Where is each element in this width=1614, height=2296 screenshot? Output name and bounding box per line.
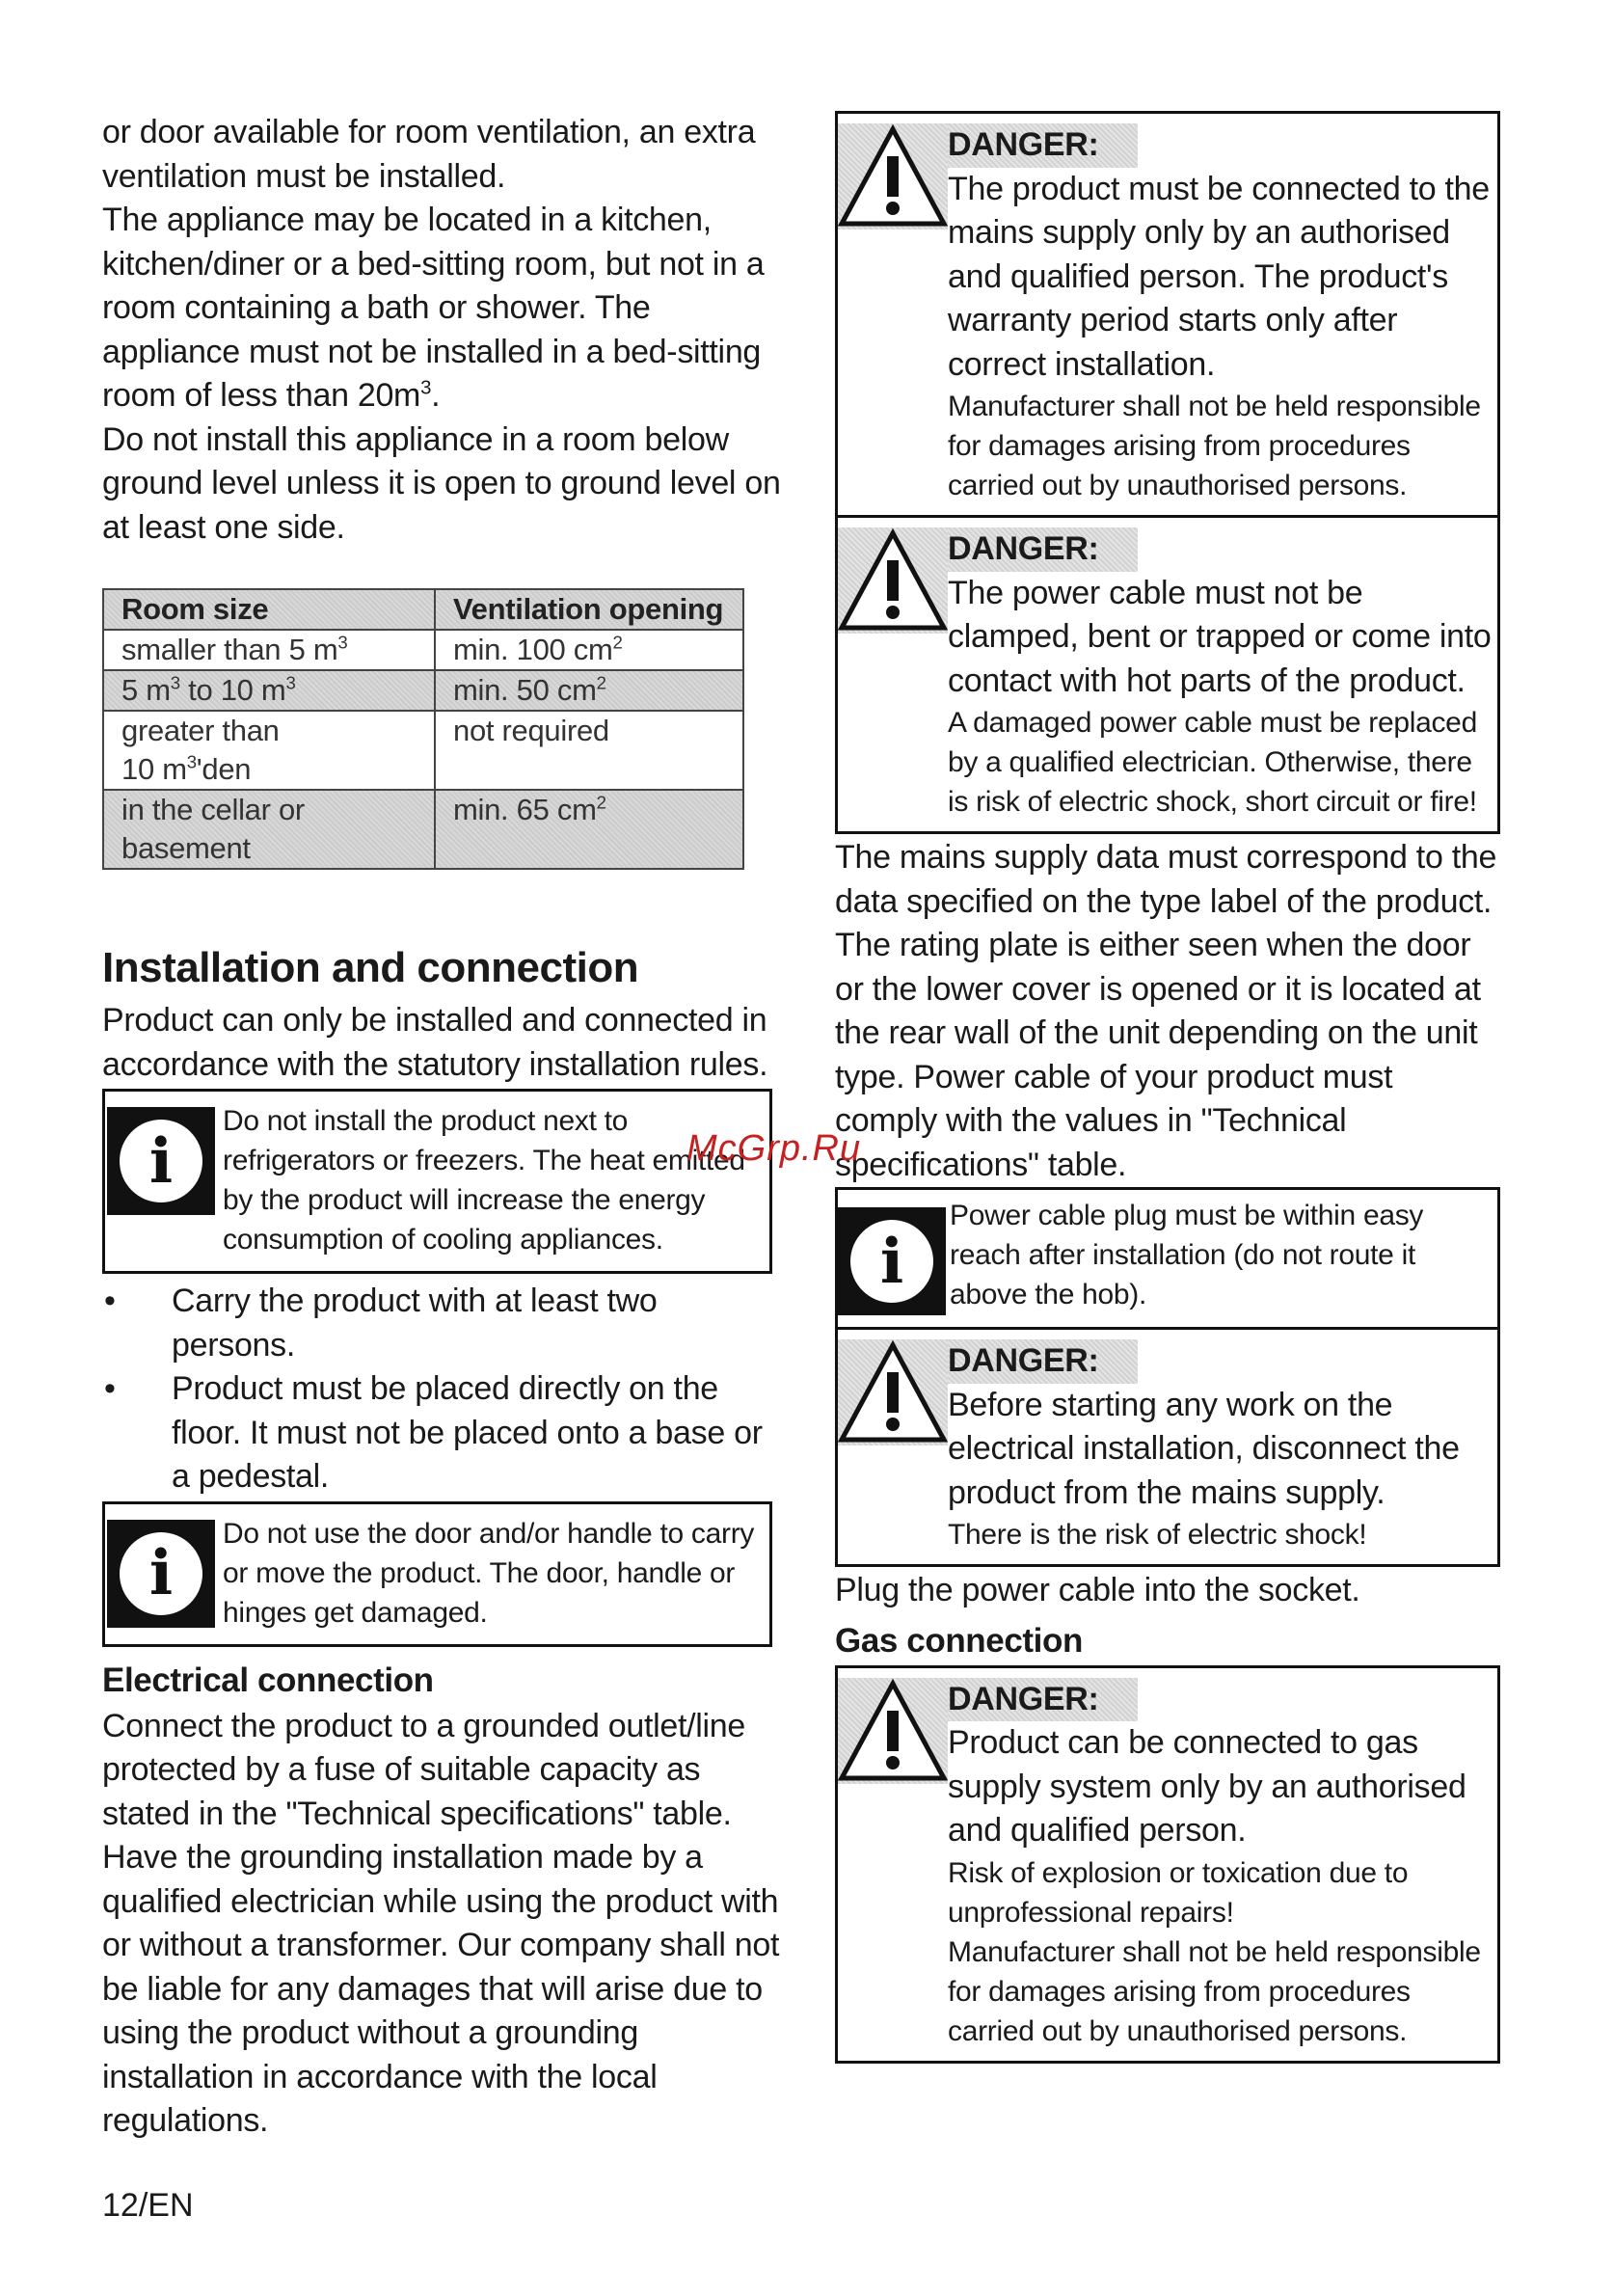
danger-content [948, 123, 1492, 505]
info-note-plug [838, 1190, 1497, 1327]
info-icon [838, 1207, 946, 1315]
danger-content [948, 1678, 1492, 2051]
table-cell [103, 790, 435, 869]
warning-triangle-icon [838, 527, 948, 634]
danger-subtext: Manufacturer shall not be held responsible for damages arising from procedures carried out by unauthorised persons. [948, 1935, 1481, 2047]
table-row [103, 711, 743, 790]
location-text: The appliance may be located in a kitchen, kitchen/diner or a bed-sitting room, but not in a room containing a bath or shower. The appliance must not be installed in a bed-sitting room of less than 20m [102, 202, 765, 414]
cell-text: basement [121, 831, 251, 865]
danger-label: DANGER: [948, 1339, 1138, 1384]
info-note-refrigerators [102, 1089, 772, 1274]
danger-content [948, 527, 1492, 822]
table-cell [103, 711, 435, 790]
info-icon [107, 1520, 215, 1628]
cell-text: min. 100 cm [453, 633, 613, 666]
danger-text: The product must be connected to the mains supply only by an authorised and qualified person. The product's warranty period starts only after correct installation. [948, 170, 1490, 383]
danger-box-group [835, 1665, 1500, 2064]
cell-text: not required [453, 714, 609, 747]
info-note-text: Power cable plug must be within easy reach after installation (do not route it above the hob). [950, 1200, 1424, 1310]
header-ventilation-opening: Ventilation opening [435, 589, 743, 630]
table-row [103, 670, 743, 711]
table-header-row [103, 589, 743, 630]
warning-triangle-icon [838, 1678, 948, 1784]
info-note-text: Do not use the door and/or handle to carry or move the product. The door, handle or hinges get damaged. [223, 1517, 755, 1629]
electrical-heading: Electrical connection [102, 1661, 434, 1699]
info-note-door-handle [102, 1501, 772, 1647]
cell-text: to 10 m [179, 673, 286, 707]
danger-label: DANGER: [948, 527, 1138, 572]
cell-text: min. 50 cm [453, 673, 597, 707]
location-paragraph [102, 199, 787, 419]
superscript: 3 [337, 632, 348, 653]
cell-text: 10 m [121, 752, 187, 786]
warning-triangle-icon [838, 123, 948, 230]
danger-box-group [835, 111, 1500, 834]
superscript: 2 [612, 632, 623, 653]
danger-subtext: Risk of explosion or toxication due to unprofessional repairs! [948, 1856, 1409, 1929]
cell-text: 'den [196, 752, 252, 786]
cell-text: smaller than 5 m [121, 633, 338, 666]
danger-content [948, 1339, 1492, 1554]
installation-heading: Installation and connection [102, 944, 639, 991]
header-room-size: Room size [103, 589, 435, 630]
danger-label: DANGER: [948, 123, 1138, 168]
info-glyph: i [120, 1532, 202, 1615]
below-ground-paragraph: Do not install this appliance in a room below ground level unless it is open to ground level on at least one side. [102, 420, 781, 546]
mains-supply-paragraph: The mains supply data must correspond to the data specified on the type label of the product. The rating plate is either seen when the door or the lower cover is opened or it is located at the rear wall of the unit depending on the unit type. Power cable of your product must comply with the values in "Technical specifications" table. [835, 839, 1497, 1183]
danger-note [838, 515, 1497, 831]
ventilation-table [102, 588, 744, 870]
table-row [103, 790, 743, 869]
table-row [103, 630, 743, 670]
danger-subtext: Manufacturer shall not be held responsible for damages arising from procedures carried out by unauthorised persons. [948, 391, 1481, 501]
table-cell [435, 711, 743, 790]
list-item: • Carry the product with at least two persons. [102, 1280, 787, 1367]
danger-text: Before starting any work on the electrical installation, disconnect the product from the mains supply. [948, 1386, 1460, 1511]
table-cell [103, 630, 435, 670]
danger-note [838, 114, 1497, 515]
table-cell [103, 670, 435, 711]
info-icon [107, 1107, 215, 1215]
list-item: • Product must be placed directly on the floor. It must not be placed onto a base or a pedestal. [102, 1367, 787, 1499]
table-cell [435, 630, 743, 670]
superscript: 3 [285, 672, 296, 693]
superscript: 2 [596, 792, 606, 813]
danger-note [838, 1668, 1497, 2061]
superscript: 2 [596, 672, 606, 693]
cell-text: min. 65 cm [453, 793, 597, 826]
watermark: McGrp.Ru [686, 1128, 862, 1169]
superscript: 3 [170, 672, 180, 693]
cell-text: greater than [121, 714, 280, 747]
danger-label: DANGER: [948, 1678, 1138, 1722]
info-glyph: i [850, 1220, 933, 1303]
left-column [102, 111, 787, 2144]
danger-subtext: There is the risk of electric shock! [948, 1519, 1367, 1551]
table-cell [435, 790, 743, 869]
carry-bullets [102, 1280, 787, 1499]
intro-paragraph: or door available for room ventilation, an extra ventilation must be installed. [102, 114, 756, 195]
warning-triangle-icon [838, 1339, 948, 1445]
danger-text: The power cable must not be clamped, bent or trapped or come into contact with hot parts of the product. [948, 574, 1492, 699]
info-glyph: i [120, 1120, 202, 1202]
table-cell [435, 670, 743, 711]
superscript: 3 [420, 377, 432, 399]
location-end: . [431, 377, 441, 414]
danger-subtext: A damaged power cable must be replaced by a qualified electrician. Otherwise, there is risk of electric shock, short circuit or fire! [948, 707, 1477, 818]
cell-text: 5 m [121, 673, 171, 707]
gas-heading: Gas connection [835, 1621, 1083, 1660]
cell-text: in the cellar or [121, 793, 305, 826]
superscript: 3 [186, 751, 197, 772]
right-column [835, 111, 1500, 2064]
danger-box-group [835, 1187, 1500, 1567]
plug-paragraph: Plug the power cable into the socket. [835, 1572, 1360, 1608]
page-number: 12/EN [102, 2187, 194, 2224]
installation-paragraph: Product can only be installed and connected in accordance with the statutory installation rules. [102, 1002, 768, 1083]
danger-text: Product can be connected to gas supply system only by an authorised and qualified person. [948, 1724, 1466, 1849]
electrical-paragraph: Connect the product to a grounded outlet/line protected by a fuse of suitable capacity as stated in the "Technical specifications" table. Have the grounding installation made by a qualified electrician while using the product with or without a transformer. Our company shall not be liable for any damages that will arise due to using the product without a grounding installation in accordance with the local regulations. [102, 1707, 780, 2139]
info-note-text: Do not install the product next to refrigerators or freezers. The heat emitted by the product will increase the energy consumption of cooling appliances. [223, 1105, 745, 1256]
danger-note [838, 1327, 1497, 1564]
